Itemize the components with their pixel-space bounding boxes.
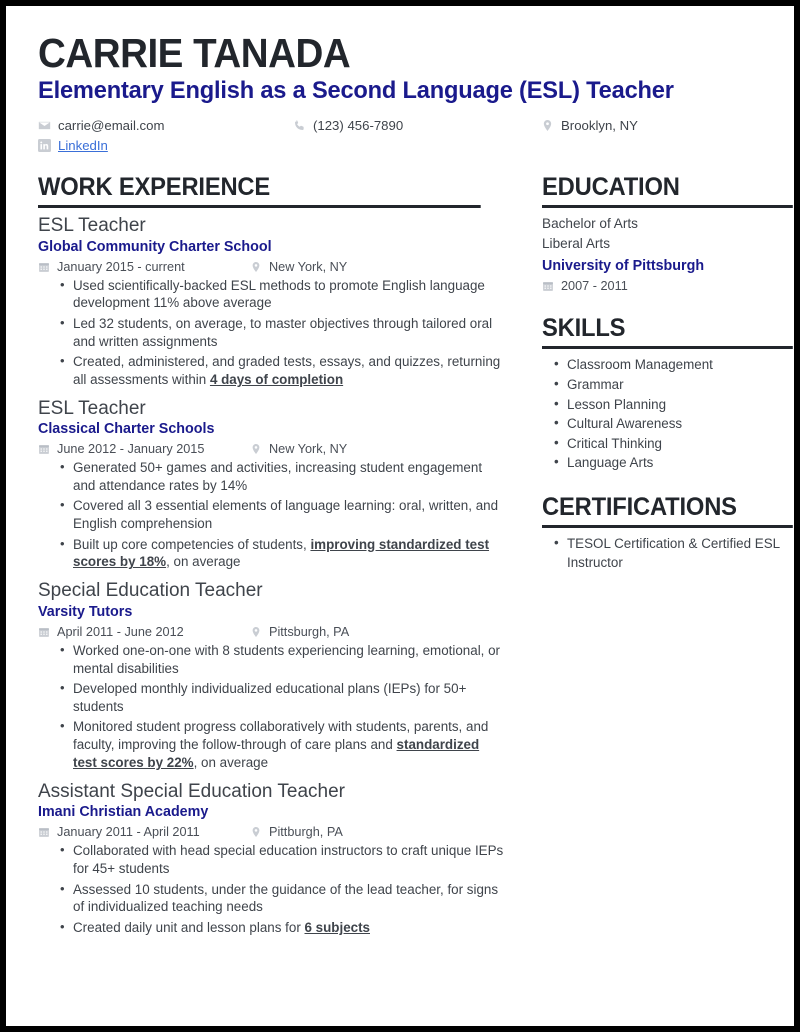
highlighted-metric: 4 days of completion xyxy=(209,371,344,387)
right-column xyxy=(542,172,800,939)
work-job-location-text: New York, NY xyxy=(269,259,348,274)
section-heading-education: EDUCATION xyxy=(542,175,793,208)
work-job-entry xyxy=(38,398,504,572)
map-pin-icon xyxy=(541,119,554,132)
page-title: CARRIE TANADA xyxy=(38,30,351,76)
work-job-meta xyxy=(38,260,504,274)
contact-row-secondary xyxy=(38,138,766,153)
linkedin-link[interactable]: LinkedIn xyxy=(58,137,108,153)
work-bullet: • Developed monthly individualized educational plans (IEPs) for 50+ students xyxy=(60,680,504,716)
resume-body xyxy=(38,172,780,939)
work-job-company: Classical Charter Schools xyxy=(38,421,215,438)
contact-location xyxy=(541,118,638,133)
work-job-location-text: Pittsburgh, PA xyxy=(269,624,350,639)
contact-linkedin[interactable] xyxy=(38,138,293,153)
work-bullet: • Monitored student progress collaboratively with students, parents, and faculty, improving the follow-through of care plans and standardized test scores by 22%, on average xyxy=(60,718,504,771)
work-bullet-list xyxy=(38,642,504,772)
skill-item: • Language Arts xyxy=(554,453,800,472)
skill-item: • Cultural Awareness xyxy=(554,414,800,433)
column-gap xyxy=(504,175,542,939)
work-job-title: ESL Teacher xyxy=(38,214,146,236)
section-heading-work: WORK EXPERIENCE xyxy=(38,175,481,208)
skill-item: • Lesson Planning xyxy=(554,395,800,414)
education-school: University of Pittsburgh xyxy=(542,257,705,274)
work-bullet: • Covered all 3 essential elements of language learning: oral, written, and English comprehension xyxy=(60,497,504,533)
certification-item: • TESOL Certification & Certified ESL Instructor xyxy=(554,534,800,572)
highlighted-metric: 6 subjects xyxy=(304,919,370,935)
education-dates xyxy=(542,279,800,293)
phone-icon xyxy=(293,119,306,132)
work-job-company: Imani Christian Academy xyxy=(38,804,209,821)
work-job-entry xyxy=(38,580,504,771)
highlighted-metric: standardized test scores by 22% xyxy=(73,737,480,770)
contact-email[interactable] xyxy=(38,118,293,133)
contact-phone-text: (123) 456-7890 xyxy=(313,117,404,133)
calendar-icon xyxy=(38,626,50,638)
work-job-dates xyxy=(38,442,250,456)
calendar-icon xyxy=(38,443,50,455)
calendar-icon xyxy=(542,280,554,292)
work-bullet: • Created, administered, and graded tests, essays, and quizzes, returning all assessments within 4 days of completion xyxy=(60,353,504,389)
skill-item: • Critical Thinking xyxy=(554,434,800,453)
skills-list xyxy=(542,355,800,472)
envelope-icon xyxy=(38,119,51,132)
work-job-title: ESL Teacher xyxy=(38,397,146,419)
work-bullet-list xyxy=(38,842,504,936)
section-skills xyxy=(542,316,800,472)
work-job-dates-text: January 2011 - April 2011 xyxy=(57,825,200,840)
skill-item: • Grammar xyxy=(554,375,800,394)
work-bullet: • Created daily unit and lesson plans for 6 subjects xyxy=(60,919,504,937)
work-job-location xyxy=(250,260,347,274)
section-heading-skills: SKILLS xyxy=(542,316,793,349)
work-bullet: • Generated 50+ games and activities, increasing student engagement and attendance rates by 14% xyxy=(60,459,504,495)
contact-phone[interactable] xyxy=(293,118,541,133)
work-job-location xyxy=(250,625,349,639)
work-job-title: Special Education Teacher xyxy=(38,580,263,602)
section-work-experience xyxy=(38,172,504,937)
left-column xyxy=(38,172,504,939)
education-dates-text: 2007 - 2011 xyxy=(561,279,628,294)
work-bullet: • Worked one-on-one with 8 students experiencing learning, emotional, or mental disabilities xyxy=(60,642,504,678)
work-bullet: • Collaborated with head special education instructors to craft unique IEPs for 45+ students xyxy=(60,842,504,878)
work-job-entry xyxy=(38,781,504,937)
work-job-dates xyxy=(38,825,250,839)
highlighted-metric: improving standardized test scores by 18% xyxy=(73,536,490,570)
work-job-location-text: New York, NY xyxy=(269,442,348,457)
linkedin-icon xyxy=(38,139,51,152)
contact-email-text: carrie@email.com xyxy=(58,117,165,133)
work-bullet: • Used scientifically-backed ESL methods to promote English language development 11% above average xyxy=(60,277,504,313)
work-bullet: • Assessed 10 students, under the guidance of the lead teacher, for signs of individualized teaching needs xyxy=(60,881,504,917)
contact-row-primary xyxy=(38,118,766,133)
work-bullet-list xyxy=(38,277,504,389)
contact-location-text: Brooklyn, NY xyxy=(561,117,638,133)
work-job-title: Assistant Special Education Teacher xyxy=(38,780,345,802)
section-certifications xyxy=(542,495,800,572)
map-pin-icon xyxy=(250,261,262,273)
work-job-location xyxy=(250,442,347,456)
resume-header xyxy=(38,32,766,153)
work-job-dates xyxy=(38,260,250,274)
section-education xyxy=(542,172,800,294)
resume-page xyxy=(6,6,794,1026)
work-job-list xyxy=(38,215,504,937)
work-job-company: Global Community Charter School xyxy=(38,238,272,255)
skill-item: • Classroom Management xyxy=(554,355,800,374)
work-bullet-list xyxy=(38,459,504,571)
professional-headline: Elementary English as a Second Language (ESL) Teacher xyxy=(38,77,674,105)
map-pin-icon xyxy=(250,443,262,455)
certifications-list xyxy=(542,534,800,572)
work-bullet: • Built up core competencies of students, improving standardized test scores by 18%, on average xyxy=(60,536,504,572)
section-heading-certifications: CERTIFICATIONS xyxy=(542,495,793,528)
work-job-dates xyxy=(38,625,250,639)
work-bullet: • Led 32 students, on average, to master objectives through tailored oral and written assignments xyxy=(60,315,504,351)
education-degree: Bachelor of Arts xyxy=(542,215,638,231)
work-job-dates-text: June 2012 - January 2015 xyxy=(57,442,205,457)
work-job-company: Varsity Tutors xyxy=(38,604,133,621)
work-job-meta xyxy=(38,625,504,639)
education-field: Liberal Arts xyxy=(542,236,611,252)
work-job-dates-text: January 2015 - current xyxy=(57,259,185,274)
work-job-dates-text: April 2011 - June 2012 xyxy=(57,624,184,639)
work-job-meta xyxy=(38,442,504,456)
map-pin-icon xyxy=(250,826,262,838)
work-job-location xyxy=(250,825,343,839)
calendar-icon xyxy=(38,826,50,838)
map-pin-icon xyxy=(250,626,262,638)
work-job-meta xyxy=(38,825,504,839)
calendar-icon xyxy=(38,261,50,273)
work-job-entry xyxy=(38,215,504,389)
work-job-location-text: Pittburgh, PA xyxy=(269,825,343,840)
